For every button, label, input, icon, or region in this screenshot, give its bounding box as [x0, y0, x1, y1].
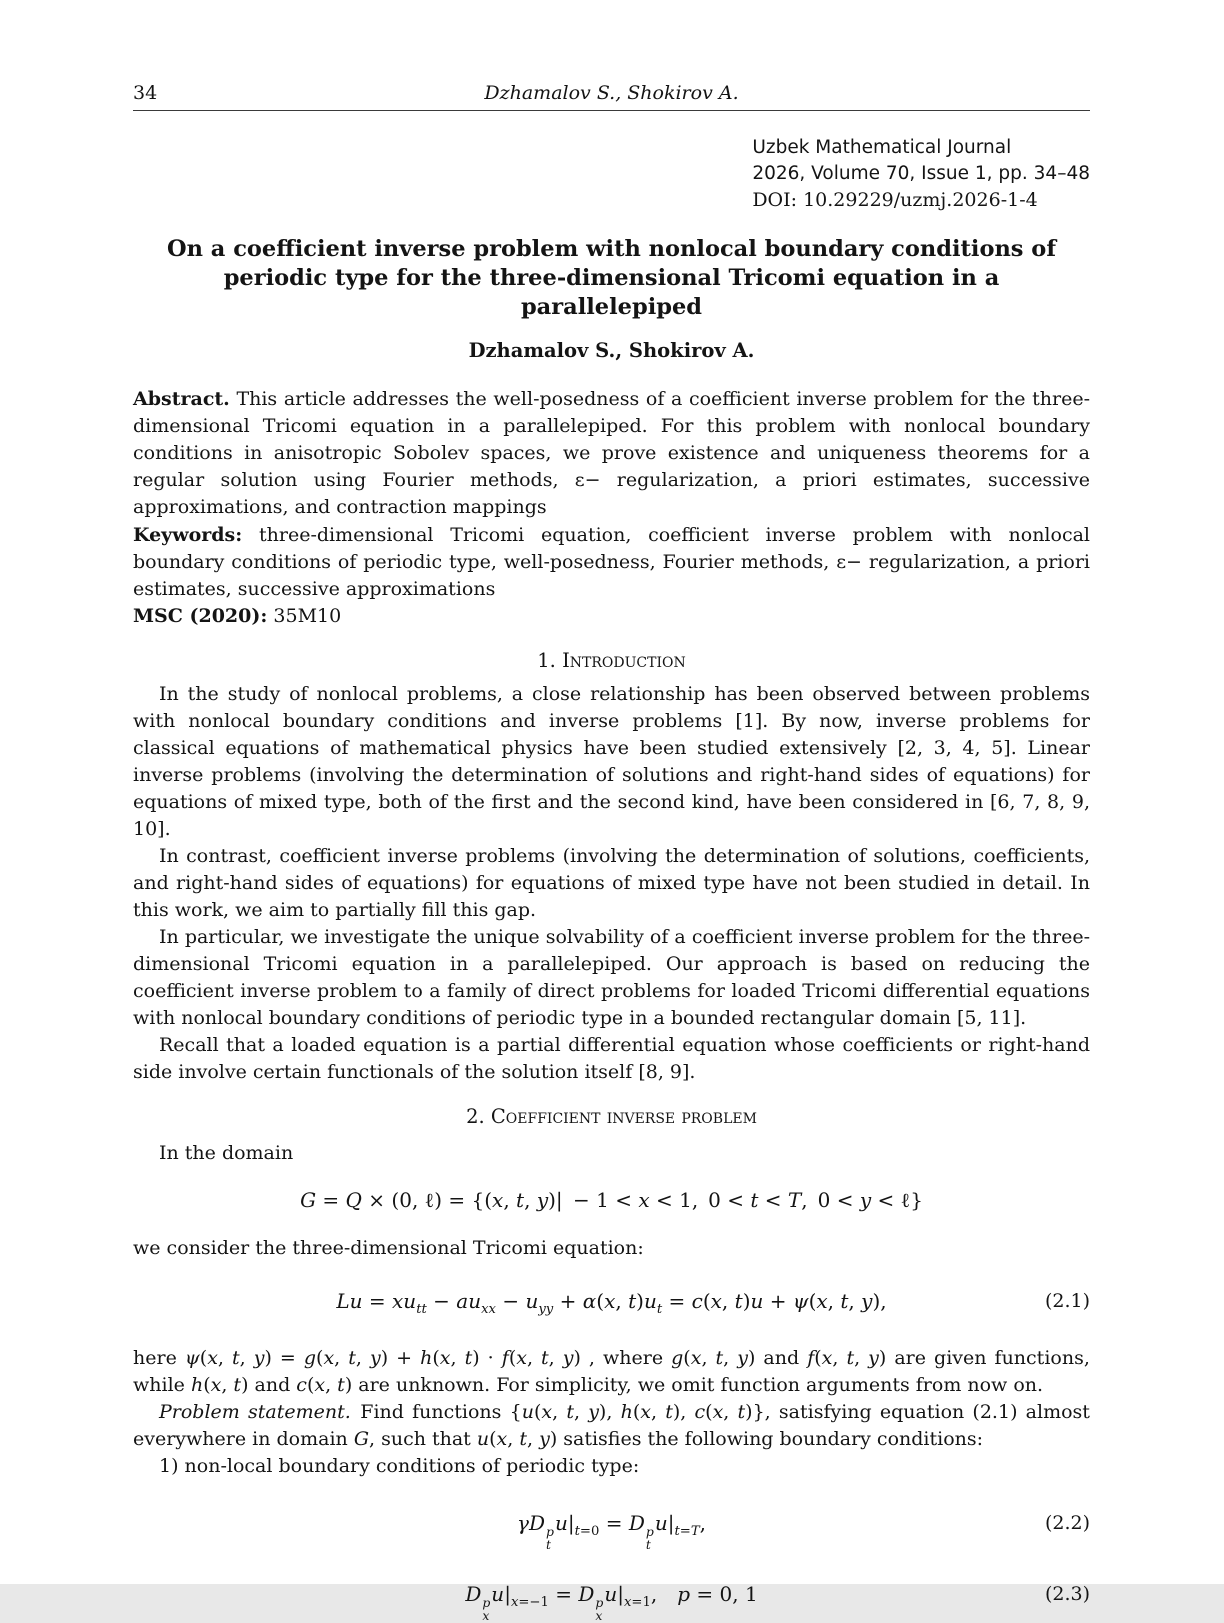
- msc-line: [133, 603, 1090, 630]
- section-1-heading: 1. Introduction: [537, 649, 686, 672]
- equation-2-1-tag: (2.1): [1044, 1290, 1090, 1312]
- article-authors: Dzhamalov S., Shokirov A.: [468, 339, 755, 362]
- equation-2-1: [133, 1288, 1090, 1323]
- section-2-heading: 2. Coefficient inverse problem: [466, 1105, 757, 1128]
- intro-paragraph-3: In particular, we investigate the unique solvability of a coefficient inverse problem for the three-dimensional Tricomi equation in a parallelepiped. Our approach is based on reducing the coefficient inverse problem to a family of direct problems for loaded Tricomi differential equations with nonlocal boundary conditions of periodic type in a bounded rectangular domain [5, 11].: [133, 926, 1090, 1029]
- running-head: Dzhamalov S., Shokirov A.: [484, 82, 739, 104]
- domain-definition-equation: [133, 1187, 1090, 1213]
- keywords-text: three-dimensional Tricomi equation, coefficient inverse problem with nonlocal boundary conditions of periodic type, well-posedness, Fourier methods, ε− regularization, a priori estimates, successive approximations: [133, 524, 1090, 600]
- equation-2-2-tag: (2.2): [1044, 1512, 1090, 1534]
- page-number: 34: [133, 82, 158, 104]
- keywords-paragraph: [133, 522, 1090, 603]
- equation-2-1-body: $Lu = xu_{tt} - au_{xx} - u_{yy} + \alpha(x$, $t)u_t = c(x$, t)u + ψ(x, t, y),: [336, 1289, 887, 1317]
- article-title: On a coefficient inverse problem with nonlocal boundary conditions of periodic type for the three-dimensional Tricomi equation in a parallelepiped: [167, 236, 1056, 320]
- keywords-label: Keywords:: [133, 524, 243, 546]
- abstract-text: This article addresses the well-posedness of a coefficient inverse problem for the three-dimensional Tricomi equation in a parallelepiped. For this problem with nonlocal boundary conditions in anisotropic Sobolev spaces, we prove existence and uniqueness theorems for a regular solution using Fourier methods, ε− regularization, a priori estimates, successive approximations, and contraction mappings: [133, 388, 1091, 518]
- page-header: [133, 82, 1090, 111]
- boundary-condition-item-1: 1) non-local boundary conditions of periodic type:: [159, 1455, 640, 1477]
- problem-statement-paragraph: Problem statement. Find functions {u(x, t, y), h(x, t), c(x, t)}, satisfying equation (2.1) almost everywhere in domain G, such that u(x, t, y) satisfies the following boundary conditions:: [133, 1401, 1090, 1450]
- domain-equation-body: G = Q × (0, ℓ) = {(x, t, y)| − 1 < x < 1, 0 < t < T, 0 < y < ℓ}: [300, 1188, 923, 1212]
- msc-value: 35M10: [273, 605, 342, 627]
- abstract-paragraph: [133, 386, 1090, 521]
- equation-2-2-body: γD p t $u|_{t=0} = D$ p t $u|_{t=T}$,: [517, 1511, 706, 1552]
- intro-paragraph-4: Recall that a loaded equation is a partial differential equation whose coefficients or right-hand side involve certain functionals of the solution itself [8, 9].: [133, 1034, 1090, 1083]
- consider-equation-line: we consider the three-dimensional Tricomi equation:: [133, 1237, 644, 1259]
- equation-2-3-tag: (2.3): [1044, 1583, 1090, 1606]
- in-the-domain-line: In the domain: [159, 1142, 294, 1164]
- equation-2-3-body: D p x $u|_{x=-1} = D$ p x $u|_{x=1}$, p = 0, 1: [465, 1582, 758, 1623]
- journal-name: Uzbek Mathematical Journal: [752, 137, 1012, 158]
- journal-issue-line: 2026, Volume 70, Issue 1, pp. 34–48: [752, 163, 1090, 184]
- here-psi-paragraph: here ψ(x, t, y) = g(x, t, y) + h(x, t) · f(x, t, y) , where g(x, t, y) and f(x, t, y) are given functions, while h(x, t) and c(x, t) are unknown. For simplicity, we omit function arguments from now on.: [133, 1347, 1090, 1396]
- equation-2-3: [133, 1581, 1090, 1622]
- journal-doi-line: DOI: 10.29229/uzmj.2026-1-4: [752, 189, 1038, 211]
- msc-label: MSC (2020):: [133, 605, 268, 627]
- journal-info-block: [752, 135, 1090, 213]
- equation-2-2: [133, 1510, 1090, 1551]
- intro-paragraph-1: In the study of nonlocal problems, a close relationship has been observed between problems with nonlocal boundary conditions and inverse problems [1]. By now, inverse problems for classical equations of mathematical physics have been studied extensively [2, 3, 4, 5]. Linear inverse problems (involving the determination of solutions and right-hand sides of equations) for equations of mixed type, both of the first and the second kind, have been considered in [6, 7, 8, 9, 10].: [133, 683, 1090, 840]
- abstract-label: Abstract.: [133, 388, 230, 410]
- page-content: [133, 82, 1090, 1622]
- intro-paragraph-2: In contrast, coefficient inverse problems (involving the determination of solutions, coefficients, and right-hand sides of equations) for equations of mixed type have not been studied in detail. In this work, we aim to partially fill this gap.: [133, 845, 1090, 921]
